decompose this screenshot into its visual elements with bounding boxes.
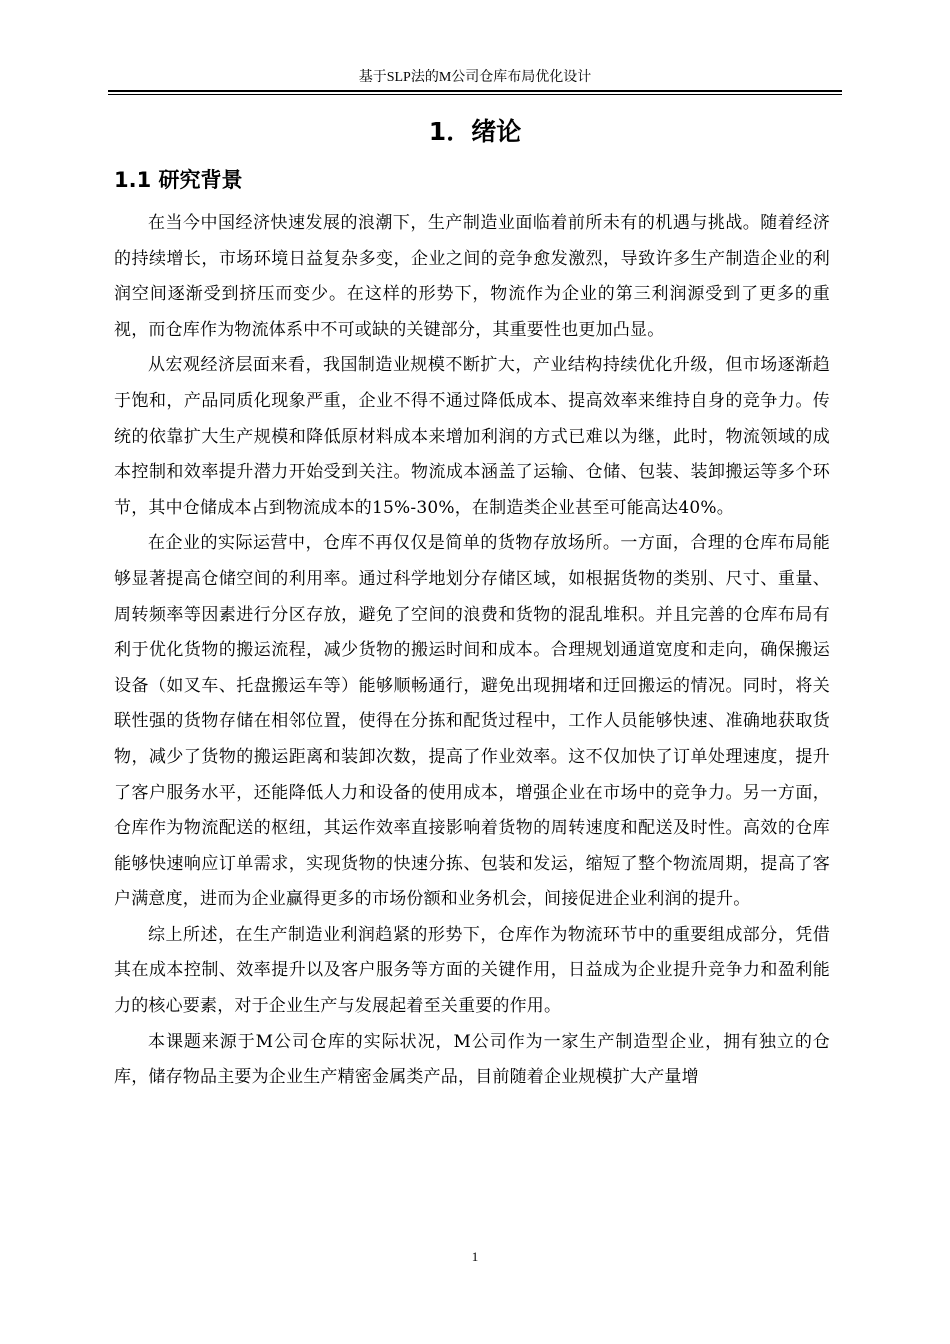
section-title: 1.1 研究背景 [114,168,243,192]
paragraph-3: 在企业的实际运营中，仓库不再仅仅是简单的货物存放场所。一方面，合理的仓库布局能够显著提高仓储空间的利用率。通过科学地划分存储区域，如根据货物的类别、尺寸、重量、周转频率等因素进行分区存放，避免了空间的浪费和货物的混乱堆积。并且完善的仓库布局有利于优化货物的搬运流程，减少货物的搬运时间和成本。合理规划通道宽度和走向，确保搬运设备（如叉车、托盘搬运车等）能够顺畅通行，避免出现拥堵和迂回搬运的情况。同时，将关联性强的货物存储在相邻位置，使得在分拣和配货过程中，工作人员能够快速、准确地获取货物，减少了货物的搬运距离和装卸次数，提高了作业效率。这不仅加快了订单处理速度，提升了客户服务水平，还能降低人力和设备的使用成本，增强企业在市场中的竞争力。另一方面，仓库作为物流配送的枢纽，其运作效率直接影响着货物的周转速度和配送及时性。高效的仓库能够快速响应订单需求，实现货物的快速分拣、包装和发运，缩短了整个物流周期，提高了客户满意度，进而为企业赢得更多的市场份额和业务机会，间接促进企业利润的提升。 [114,533,830,910]
page-number: 1 [471,1249,479,1264]
header-rule-thin [108,94,842,95]
body-text [114,206,830,1096]
paragraph-5: 本课题来源于M公司仓库的实际状况，M公司作为一家生产制造型企业，拥有独立的仓库，储存物品主要为企业生产精密金属类产品，目前随着企业规模扩大产量增 [114,1031,830,1088]
paragraph-4: 综上所述，在生产制造业利润趋紧的形势下，仓库作为物流环节中的重要组成部分，凭借其在成本控制、效率提升以及客户服务等方面的关键作用，日益成为企业提升竞争力和盈利能力的核心要素，对于企业生产与发展起着至关重要的作用。 [114,924,830,1017]
paragraph-2: 从宏观经济层面来看，我国制造业规模不断扩大，产业结构持续优化升级，但市场逐渐趋于饱和，产品同质化现象严重，企业不得不通过降低成本、提高效率来维持自身的竞争力。传统的依靠扩大生产规模和降低原材料成本来增加利润的方式已难以为继，此时，物流领域的成本控制和效率提升潜力开始受到关注。物流成本涵盖了运输、仓储、包装、装卸搬运等多个环节，其中仓储成本占到物流成本的15%-30%，在制造类企业甚至可能高达40%。 [114,355,830,518]
chapter-title: 1．绪论 [428,117,522,146]
header-rule-thick [108,90,842,92]
paragraph-1: 在当今中国经济快速发展的浪潮下，生产制造业面临着前所未有的机遇与挑战。随着经济的持续增长，市场环境日益复杂多变，企业之间的竞争愈发激烈，导致许多生产制造企业的利润空间逐渐受到挤压而变少。在这样的形势下，物流作为企业的第三利润源受到了更多的重视，而仓库作为物流体系中不可或缺的关键部分，其重要性也更加凸显。 [114,213,830,340]
running-header: 基于SLP法的M公司仓库布局优化设计 [358,70,592,85]
